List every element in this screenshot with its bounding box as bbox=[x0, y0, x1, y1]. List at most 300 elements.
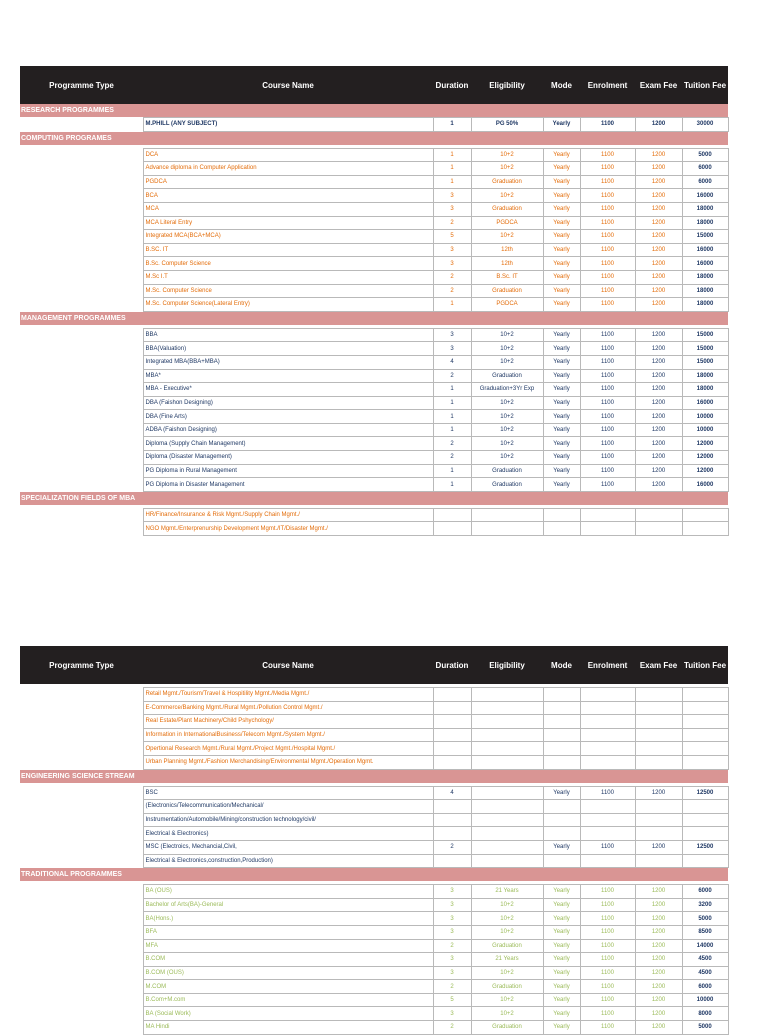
cell-duration bbox=[433, 742, 471, 756]
cell-tuition-fee bbox=[682, 522, 728, 536]
table-row bbox=[20, 728, 728, 742]
cell-eligibility: 10+2 bbox=[471, 189, 543, 203]
cell-eligibility bbox=[471, 813, 543, 827]
cell-duration bbox=[433, 522, 471, 536]
table-row bbox=[20, 755, 728, 769]
cell-programme-type bbox=[20, 257, 143, 271]
cell-exam-fee bbox=[635, 827, 682, 841]
cell-exam-fee: 1200 bbox=[635, 437, 682, 451]
cell-programme-type bbox=[20, 522, 143, 536]
cell-mode: Yearly bbox=[543, 189, 580, 203]
cell-eligibility: 10+2 bbox=[471, 396, 543, 410]
cell-eligibility: 10+2 bbox=[471, 993, 543, 1007]
cell-mode: Yearly bbox=[543, 980, 580, 994]
cell-exam-fee: 1200 bbox=[635, 216, 682, 230]
cell-programme-type bbox=[20, 827, 143, 841]
cell-enrolment: 1100 bbox=[580, 478, 635, 492]
cell-programme-type bbox=[20, 437, 143, 451]
cell-course-name: M.Sc. Computer Science(Lateral Entry) bbox=[143, 298, 433, 312]
cell-duration: 2 bbox=[433, 216, 471, 230]
table-row bbox=[20, 939, 728, 953]
cell-eligibility: Graduation+3Yr Exp bbox=[471, 383, 543, 397]
header-duration: Duration bbox=[433, 66, 471, 104]
table-row bbox=[20, 230, 728, 244]
cell-course-name: HR/Finance/Insurance & Risk Mgmt./Supply Chain Mgmt./ bbox=[143, 508, 433, 522]
cell-tuition-fee: 10000 bbox=[682, 423, 728, 437]
cell-enrolment bbox=[580, 742, 635, 756]
cell-exam-fee: 1200 bbox=[635, 464, 682, 478]
cell-mode: Yearly bbox=[543, 396, 580, 410]
cell-programme-type bbox=[20, 898, 143, 912]
cell-enrolment bbox=[580, 522, 635, 536]
section-header-row bbox=[20, 311, 728, 325]
cell-tuition-fee: 10000 bbox=[682, 410, 728, 424]
table-header-row bbox=[20, 646, 728, 684]
cell-course-name: Advance diploma in Computer Application bbox=[143, 162, 433, 176]
cell-programme-type bbox=[20, 298, 143, 312]
cell-programme-type bbox=[20, 118, 143, 132]
cell-eligibility bbox=[471, 508, 543, 522]
cell-tuition-fee: 18000 bbox=[682, 216, 728, 230]
cell-exam-fee: 1200 bbox=[635, 980, 682, 994]
cell-duration: 1 bbox=[433, 396, 471, 410]
cell-programme-type bbox=[20, 715, 143, 729]
cell-duration bbox=[433, 508, 471, 522]
cell-tuition-fee: 6000 bbox=[682, 175, 728, 189]
cell-programme-type bbox=[20, 813, 143, 827]
cell-duration: 3 bbox=[433, 912, 471, 926]
cell-enrolment: 1100 bbox=[580, 993, 635, 1007]
cell-course-name: MBA* bbox=[143, 369, 433, 383]
cell-exam-fee: 1200 bbox=[635, 912, 682, 926]
cell-mode: Yearly bbox=[543, 840, 580, 854]
cell-duration: 2 bbox=[433, 451, 471, 465]
cell-mode: Yearly bbox=[543, 118, 580, 132]
cell-duration bbox=[433, 715, 471, 729]
cell-eligibility bbox=[471, 701, 543, 715]
cell-mode: Yearly bbox=[543, 162, 580, 176]
header-mode: Mode bbox=[543, 66, 580, 104]
cell-enrolment: 1100 bbox=[580, 980, 635, 994]
cell-tuition-fee: 12000 bbox=[682, 437, 728, 451]
cell-exam-fee: 1200 bbox=[635, 328, 682, 342]
cell-course-name: Integrated MCA(BCA+MCA) bbox=[143, 230, 433, 244]
cell-mode: Yearly bbox=[543, 230, 580, 244]
cell-eligibility bbox=[471, 728, 543, 742]
cell-exam-fee: 1200 bbox=[635, 939, 682, 953]
cell-duration: 4 bbox=[433, 355, 471, 369]
cell-mode: Yearly bbox=[543, 270, 580, 284]
cell-eligibility: 10+2 bbox=[471, 451, 543, 465]
header-eligibility: Eligibility bbox=[471, 66, 543, 104]
cell-course-name: MCA bbox=[143, 202, 433, 216]
cell-exam-fee: 1200 bbox=[635, 342, 682, 356]
cell-exam-fee: 1200 bbox=[635, 953, 682, 967]
cell-course-name: DBA (Faishon Designing) bbox=[143, 396, 433, 410]
cell-tuition-fee: 6000 bbox=[682, 980, 728, 994]
cell-tuition-fee: 16000 bbox=[682, 478, 728, 492]
cell-tuition-fee: 30000 bbox=[682, 118, 728, 132]
cell-programme-type bbox=[20, 243, 143, 257]
cell-duration: 1 bbox=[433, 478, 471, 492]
table-row bbox=[20, 688, 728, 702]
cell-enrolment: 1100 bbox=[580, 1007, 635, 1021]
cell-eligibility: 10+2 bbox=[471, 898, 543, 912]
cell-enrolment: 1100 bbox=[580, 284, 635, 298]
cell-enrolment: 1100 bbox=[580, 230, 635, 244]
cell-programme-type bbox=[20, 786, 143, 800]
cell-exam-fee: 1200 bbox=[635, 298, 682, 312]
cell-eligibility: 10+2 bbox=[471, 230, 543, 244]
cell-course-name: MA Hindi bbox=[143, 1021, 433, 1035]
table-row bbox=[20, 980, 728, 994]
cell-course-name: M.PHILL (ANY SUBJECT) bbox=[143, 118, 433, 132]
cell-course-name: E-Commerce/Banking Mgmt./Rural Mgmt./Pollution Control Mgmt./ bbox=[143, 701, 433, 715]
cell-duration: 2 bbox=[433, 284, 471, 298]
cell-duration: 1 bbox=[433, 118, 471, 132]
cell-tuition-fee: 18000 bbox=[682, 369, 728, 383]
cell-enrolment bbox=[580, 813, 635, 827]
cell-mode bbox=[543, 800, 580, 814]
section-title: MANAGEMENT PROGRAMMES bbox=[20, 311, 728, 325]
cell-duration: 1 bbox=[433, 464, 471, 478]
cell-tuition-fee: 16000 bbox=[682, 257, 728, 271]
section-title: COMPUTING PROGRAMES bbox=[20, 131, 728, 145]
cell-tuition-fee: 12500 bbox=[682, 786, 728, 800]
cell-duration: 3 bbox=[433, 966, 471, 980]
cell-mode bbox=[543, 522, 580, 536]
header-enrolment: Enrolment bbox=[580, 646, 635, 684]
cell-enrolment: 1100 bbox=[580, 464, 635, 478]
cell-duration: 2 bbox=[433, 1021, 471, 1035]
cell-enrolment: 1100 bbox=[580, 355, 635, 369]
cell-enrolment: 1100 bbox=[580, 175, 635, 189]
cell-mode bbox=[543, 742, 580, 756]
table-row bbox=[20, 216, 728, 230]
cell-tuition-fee bbox=[682, 813, 728, 827]
cell-tuition-fee: 15000 bbox=[682, 230, 728, 244]
table-row bbox=[20, 508, 728, 522]
cell-enrolment: 1100 bbox=[580, 270, 635, 284]
cell-programme-type bbox=[20, 369, 143, 383]
cell-exam-fee: 1200 bbox=[635, 966, 682, 980]
table-row bbox=[20, 243, 728, 257]
header-course-name: Course Name bbox=[143, 646, 433, 684]
cell-exam-fee bbox=[635, 728, 682, 742]
cell-programme-type bbox=[20, 755, 143, 769]
cell-programme-type bbox=[20, 478, 143, 492]
cell-programme-type bbox=[20, 284, 143, 298]
cell-mode: Yearly bbox=[543, 885, 580, 899]
cell-eligibility: 10+2 bbox=[471, 342, 543, 356]
cell-enrolment bbox=[580, 715, 635, 729]
cell-eligibility bbox=[471, 827, 543, 841]
cell-course-name: Integrated MBA(BBA+MBA) bbox=[143, 355, 433, 369]
cell-exam-fee: 1200 bbox=[635, 396, 682, 410]
table-row bbox=[20, 298, 728, 312]
cell-duration bbox=[433, 854, 471, 868]
cell-eligibility bbox=[471, 742, 543, 756]
cell-enrolment bbox=[580, 827, 635, 841]
cell-mode: Yearly bbox=[543, 464, 580, 478]
cell-duration bbox=[433, 728, 471, 742]
cell-duration: 1 bbox=[433, 148, 471, 162]
cell-exam-fee: 1200 bbox=[635, 478, 682, 492]
cell-programme-type bbox=[20, 925, 143, 939]
cell-exam-fee bbox=[635, 800, 682, 814]
table-row bbox=[20, 162, 728, 176]
cell-exam-fee: 1200 bbox=[635, 1021, 682, 1035]
table-row bbox=[20, 148, 728, 162]
cell-enrolment: 1100 bbox=[580, 898, 635, 912]
table-row bbox=[20, 840, 728, 854]
cell-mode: Yearly bbox=[543, 243, 580, 257]
cell-course-name: PG Diploma in Rural Management bbox=[143, 464, 433, 478]
cell-programme-type bbox=[20, 423, 143, 437]
cell-duration: 2 bbox=[433, 270, 471, 284]
cell-tuition-fee bbox=[682, 755, 728, 769]
cell-eligibility bbox=[471, 688, 543, 702]
cell-course-name: BBA(Valuation) bbox=[143, 342, 433, 356]
cell-eligibility: Graduation bbox=[471, 980, 543, 994]
cell-tuition-fee: 6000 bbox=[682, 885, 728, 899]
cell-tuition-fee: 18000 bbox=[682, 202, 728, 216]
cell-mode: Yearly bbox=[543, 786, 580, 800]
cell-duration: 3 bbox=[433, 898, 471, 912]
cell-course-name: Opertional Research Mgmt./Rural Mgmt./Project Mgmt./Hospital Mgmt./ bbox=[143, 742, 433, 756]
cell-programme-type bbox=[20, 939, 143, 953]
cell-programme-type bbox=[20, 342, 143, 356]
cell-eligibility bbox=[471, 522, 543, 536]
table-row bbox=[20, 522, 728, 536]
cell-tuition-fee: 16000 bbox=[682, 243, 728, 257]
cell-eligibility: PG 50% bbox=[471, 118, 543, 132]
table-row bbox=[20, 342, 728, 356]
header-tuition-fee: Tuition Fee bbox=[682, 66, 728, 104]
cell-eligibility: PGDCA bbox=[471, 216, 543, 230]
cell-programme-type bbox=[20, 840, 143, 854]
cell-eligibility bbox=[471, 786, 543, 800]
cell-programme-type bbox=[20, 410, 143, 424]
cell-tuition-fee: 15000 bbox=[682, 342, 728, 356]
table-body bbox=[20, 104, 728, 536]
cell-duration bbox=[433, 813, 471, 827]
fee-table-page-1 bbox=[20, 66, 729, 536]
cell-course-name: B.Sc. Computer Science bbox=[143, 257, 433, 271]
cell-duration: 1 bbox=[433, 383, 471, 397]
cell-duration: 3 bbox=[433, 189, 471, 203]
table-row bbox=[20, 270, 728, 284]
cell-exam-fee: 1200 bbox=[635, 423, 682, 437]
table-row bbox=[20, 410, 728, 424]
cell-programme-type bbox=[20, 383, 143, 397]
section-header-row bbox=[20, 131, 728, 145]
cell-tuition-fee: 4500 bbox=[682, 953, 728, 967]
cell-enrolment: 1100 bbox=[580, 437, 635, 451]
cell-tuition-fee bbox=[682, 742, 728, 756]
cell-enrolment bbox=[580, 728, 635, 742]
cell-eligibility: 10+2 bbox=[471, 423, 543, 437]
cell-tuition-fee bbox=[682, 854, 728, 868]
cell-course-name: MSC (Electroics, Mechancial,Civil, bbox=[143, 840, 433, 854]
cell-course-name: PG Diploma in Disaster Management bbox=[143, 478, 433, 492]
cell-mode: Yearly bbox=[543, 284, 580, 298]
cell-duration: 2 bbox=[433, 437, 471, 451]
cell-programme-type bbox=[20, 189, 143, 203]
cell-programme-type bbox=[20, 688, 143, 702]
table-row bbox=[20, 189, 728, 203]
table-row bbox=[20, 898, 728, 912]
cell-programme-type bbox=[20, 1021, 143, 1035]
table-row bbox=[20, 827, 728, 841]
cell-mode: Yearly bbox=[543, 257, 580, 271]
cell-enrolment bbox=[580, 854, 635, 868]
cell-course-name: Urban Planning Mgmt./Fashion Merchandising/Environmental Mgmt./Operation Mgmt. bbox=[143, 755, 433, 769]
cell-tuition-fee: 16000 bbox=[682, 189, 728, 203]
cell-eligibility bbox=[471, 715, 543, 729]
cell-course-name: B.SC. IT bbox=[143, 243, 433, 257]
cell-enrolment bbox=[580, 755, 635, 769]
cell-exam-fee: 1200 bbox=[635, 175, 682, 189]
cell-enrolment: 1100 bbox=[580, 925, 635, 939]
cell-eligibility: 10+2 bbox=[471, 1007, 543, 1021]
cell-duration bbox=[433, 800, 471, 814]
cell-tuition-fee: 12000 bbox=[682, 464, 728, 478]
cell-programme-type bbox=[20, 175, 143, 189]
cell-enrolment bbox=[580, 688, 635, 702]
cell-exam-fee bbox=[635, 715, 682, 729]
table-row bbox=[20, 464, 728, 478]
cell-exam-fee: 1200 bbox=[635, 202, 682, 216]
cell-enrolment: 1100 bbox=[580, 423, 635, 437]
cell-eligibility: 21 Years bbox=[471, 885, 543, 899]
cell-tuition-fee: 3200 bbox=[682, 898, 728, 912]
cell-course-name: Real Estate/Plant Machinery/Child Pshychology/ bbox=[143, 715, 433, 729]
cell-eligibility: Graduation bbox=[471, 1021, 543, 1035]
cell-mode: Yearly bbox=[543, 410, 580, 424]
cell-duration: 5 bbox=[433, 993, 471, 1007]
cell-tuition-fee: 16000 bbox=[682, 396, 728, 410]
cell-exam-fee: 1200 bbox=[635, 230, 682, 244]
cell-mode: Yearly bbox=[543, 478, 580, 492]
cell-exam-fee: 1200 bbox=[635, 383, 682, 397]
cell-enrolment: 1100 bbox=[580, 243, 635, 257]
cell-duration: 2 bbox=[433, 369, 471, 383]
table-header-row bbox=[20, 66, 728, 104]
cell-eligibility bbox=[471, 755, 543, 769]
cell-course-name: Instrumentation/Automobile/Mining/construction technology/civil/ bbox=[143, 813, 433, 827]
cell-programme-type bbox=[20, 854, 143, 868]
section-title: SPECIALIZATION FIELDS OF MBA bbox=[20, 491, 728, 505]
cell-course-name: M.Sc I.T bbox=[143, 270, 433, 284]
cell-duration bbox=[433, 688, 471, 702]
table-row bbox=[20, 953, 728, 967]
cell-exam-fee: 1200 bbox=[635, 1007, 682, 1021]
table-row bbox=[20, 355, 728, 369]
cell-course-name: B.COM (OUS) bbox=[143, 966, 433, 980]
cell-exam-fee: 1200 bbox=[635, 118, 682, 132]
cell-duration: 3 bbox=[433, 342, 471, 356]
cell-tuition-fee: 18000 bbox=[682, 270, 728, 284]
cell-course-name: MBA - Executive* bbox=[143, 383, 433, 397]
cell-mode: Yearly bbox=[543, 912, 580, 926]
cell-duration: 2 bbox=[433, 939, 471, 953]
cell-programme-type bbox=[20, 1007, 143, 1021]
cell-programme-type bbox=[20, 912, 143, 926]
fee-table-page-2 bbox=[20, 646, 729, 1035]
cell-exam-fee: 1200 bbox=[635, 925, 682, 939]
cell-course-name: BSC bbox=[143, 786, 433, 800]
cell-duration: 3 bbox=[433, 328, 471, 342]
cell-course-name: BA (Social Work) bbox=[143, 1007, 433, 1021]
cell-course-name: Bachelor of Arts(BA)-General bbox=[143, 898, 433, 912]
cell-course-name: Retail Mgmt./Tourism/Travel & Hospitility Mgmt./Media Mgmt./ bbox=[143, 688, 433, 702]
cell-exam-fee: 1200 bbox=[635, 369, 682, 383]
cell-tuition-fee: 15000 bbox=[682, 328, 728, 342]
section-header-row bbox=[20, 491, 728, 505]
cell-tuition-fee: 14000 bbox=[682, 939, 728, 953]
cell-course-name: DCA bbox=[143, 148, 433, 162]
cell-duration: 1 bbox=[433, 410, 471, 424]
cell-eligibility: Graduation bbox=[471, 202, 543, 216]
cell-enrolment: 1100 bbox=[580, 342, 635, 356]
cell-duration: 2 bbox=[433, 980, 471, 994]
cell-enrolment: 1100 bbox=[580, 298, 635, 312]
cell-mode: Yearly bbox=[543, 966, 580, 980]
cell-exam-fee: 1200 bbox=[635, 786, 682, 800]
cell-exam-fee: 1200 bbox=[635, 840, 682, 854]
cell-programme-type bbox=[20, 885, 143, 899]
cell-course-name: BFA bbox=[143, 925, 433, 939]
cell-enrolment: 1100 bbox=[580, 451, 635, 465]
cell-programme-type bbox=[20, 966, 143, 980]
cell-mode bbox=[543, 508, 580, 522]
cell-mode: Yearly bbox=[543, 342, 580, 356]
cell-mode bbox=[543, 728, 580, 742]
cell-mode: Yearly bbox=[543, 1021, 580, 1035]
cell-programme-type bbox=[20, 162, 143, 176]
cell-enrolment: 1100 bbox=[580, 966, 635, 980]
cell-duration: 1 bbox=[433, 162, 471, 176]
cell-tuition-fee bbox=[682, 827, 728, 841]
cell-mode bbox=[543, 688, 580, 702]
cell-tuition-fee bbox=[682, 715, 728, 729]
cell-programme-type bbox=[20, 742, 143, 756]
cell-tuition-fee: 12000 bbox=[682, 451, 728, 465]
table-row bbox=[20, 925, 728, 939]
cell-enrolment: 1100 bbox=[580, 216, 635, 230]
cell-course-name: Electrical & Electronics,construction,Production) bbox=[143, 854, 433, 868]
cell-course-name: MCA Literal Entry bbox=[143, 216, 433, 230]
cell-exam-fee: 1200 bbox=[635, 410, 682, 424]
cell-course-name: M.COM bbox=[143, 980, 433, 994]
cell-enrolment: 1100 bbox=[580, 410, 635, 424]
cell-tuition-fee: 12500 bbox=[682, 840, 728, 854]
cell-exam-fee: 1200 bbox=[635, 885, 682, 899]
cell-duration bbox=[433, 755, 471, 769]
cell-exam-fee bbox=[635, 755, 682, 769]
cell-exam-fee: 1200 bbox=[635, 243, 682, 257]
cell-exam-fee bbox=[635, 854, 682, 868]
cell-mode: Yearly bbox=[543, 1007, 580, 1021]
section-header-row bbox=[20, 868, 728, 882]
table-row bbox=[20, 912, 728, 926]
cell-eligibility bbox=[471, 854, 543, 868]
table-row bbox=[20, 328, 728, 342]
cell-enrolment: 1100 bbox=[580, 118, 635, 132]
cell-course-name: Information in InternationalBusiness/Telecom Mgmt./System Mgmt./ bbox=[143, 728, 433, 742]
cell-exam-fee bbox=[635, 522, 682, 536]
